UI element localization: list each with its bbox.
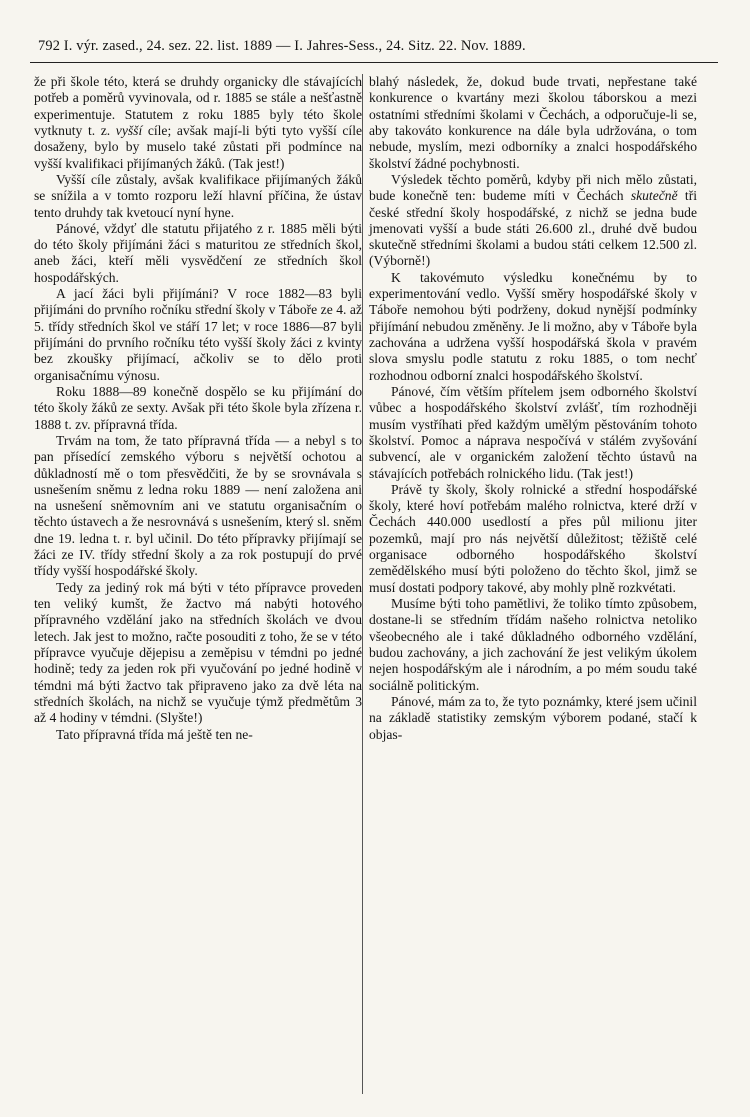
left-column <box>34 74 362 743</box>
page-header: 792 I. výr. zased., 24. sez. 22. list. 1889 — I. Jahres-Sess., 24. Sitz. 22. Nov. 1889. <box>38 38 526 54</box>
paragraph: Musíme býti toho pamětlivi, že toliko tímto způsobem, dostane-li se středním třídám našeho rolnictva netoliko všeobecného ale i také důkladného odborného vzdělání, budou zachovány, a jich zachování že jest velikým úkolem nejen hospodářským ale i národním, a po mém soudu také sociálně politickým. <box>369 596 697 693</box>
paragraph: Trvám na tom, že tato přípravná třída — a nebyl s to pan přísedící zemského výboru s největší ochotou a důkladností mě o tom přesvědčiti, že by se srovnávala s usnešením sněmu z ledna roku 1889 — není založena ani na usnešení sněmovním ani ve statutu organisačním o těchto ústavech a že nesrovnává s usnešením, který sl. sněm dne 19. ledna t. r. byl učinil. Do této přípravky přijímají se žáci ze IV. třídy střední školy a za rok postupují do prvé třídy vyšší hospodářské školy. <box>34 432 362 579</box>
paragraph: Roku 1888—89 konečně dospělo se ku přijímání do této školy žáků ze sexty. Avšak při této škole byla zřízena r. 1888 t. zv. přípravná třída. <box>34 383 362 432</box>
paragraph: že při škole této, která se druhdy organicky dle stávajících potřeb a poměrů vyvinovala, od r. 1885 se stále a nešťastně experimentuje. Statutem z roku 1885 byly této škole vytknuty t. z. vyšší cíle; avšak mají-li býti tyto vyšší cíle dosaženy, bylo by muselo také zůstati při podmínce na vyšší kvalifikaci přijímaných žáků. (Tak jest!) <box>34 74 362 171</box>
header-rule <box>30 62 718 63</box>
paragraph: Tedy za jediný rok má býti v této přípravce proveden ten veliký kumšt, že žactvo má nabýti hotového přípravného vzdělání jako na středních školách ve dvou letech. Jak jest to možno, račte posouditi z toho, že se v této přípravce vyučuje dějepisu a zeměpisu v témdni po jedné hodině; tedy za jeden rok při vyučování po jedné hodině v témdni má býti žactvo tak připraveno jako za dvě léta na středních školách, na nichž se vyučuje týmž předmětům 3 až 4 hodiny v témdni. (Slyšte!) <box>34 579 362 726</box>
column-divider <box>362 74 363 1094</box>
paragraph: Vyšší cíle zůstaly, avšak kvalifikace přijímaných žáků se snížila a v tomto rozporu leží hlavní příčina, že ústav tento druhdy tak kvetoucí nyní hyne. <box>34 171 362 220</box>
paragraph: Pánové, vždyť dle statutu přijatého z r. 1885 měli býti do této školy přijímáni žáci s maturitou ze středních škol, aneb žáci, kteří měli vysvědčení ze středních škol hospodářských. <box>34 220 362 285</box>
paragraph: A jací žáci byli přijímáni? V roce 1882—83 byli přijímáni do prvního ročníku střední školy v Táboře ze 4. až 5. třídy středních škol ve stáří 17 let; v roce 1886—87 byli přijímáni do prvního ročníku této vyšší školy žáci z kvinty bez zkoušky přijímací, ačkoliv se to dělo proti organisačnímu výnosu. <box>34 286 362 383</box>
paragraph: Pánové, čím větším přítelem jsem odborného školství vůbec a hospodářského školství zvlášť, tím rozhodněji musím vystříhati před každým umělým pěstováním tohoto školství. Pomoc a náprava nespočívá v stálém zvyšování subvencí, ale v organickém založení těchto ústavů na stávajících potřebách rolnického lidu. (Tak jest!) <box>369 383 697 481</box>
paragraph: blahý následek, že, dokud bude trvati, nepřestane také konkurence o kvartány mezi školou táborskou a mezi ostatními středními školami v Čechách, a odporučuje-li se, aby takováto konkurence na dále byla udržována, o tom nebude, myslím, mezi odborníky a znalci hospodářského školství žádné pochybnosti. <box>369 74 697 171</box>
right-column <box>369 74 697 743</box>
paragraph: K takovémuto výsledku konečnému by to experimentování vedlo. Vyšší směry hospodářské školy v Táboře nemohou býti podrženy, dokud nynější podmínky přijímání nebudou změněny. Je li možno, aby v Táboře byla zachována a udržena vyšší hospodářská škola v pravém slova smyslu podle statutu z roku 1885, o tom nechť rozhodnou odborní znalci hospodářského školství. <box>369 269 697 383</box>
paragraph: Tato přípravná třída má ještě ten ne- <box>56 726 253 742</box>
paragraph: Pánové, mám za to, že tyto poznámky, které jsem učinil na základě statistiky zemským výborem podané, stačí k objas- <box>369 693 697 742</box>
paragraph: Výsledek těchto poměrů, kdyby při nich mělo zůstati, bude konečně ten: budeme míti v Čechách skutečně tři české střední školy hospodářské, z nichž se jedna bude jmenovati vyšší a bude státi 26.600 zl., druhé dvě budou skutečně středními školami a budou státi celkem 12.500 zl. (Výborně!) <box>369 171 698 269</box>
paragraph: Právě ty školy, školy rolnické a střední hospodářské školy, které hoví potřebám malého rolnictva, které drží v Čechách 440.000 usedlostí a přes půl milionu jiter pozemků, mají pro nás největší důležitost; těžiště celé organisace odborného hospodářského školství zemědělského musí býti položeno do těchto škol, jimž se musí dostati podpory takové, aby mohly plně rozkvétati. <box>369 481 697 595</box>
